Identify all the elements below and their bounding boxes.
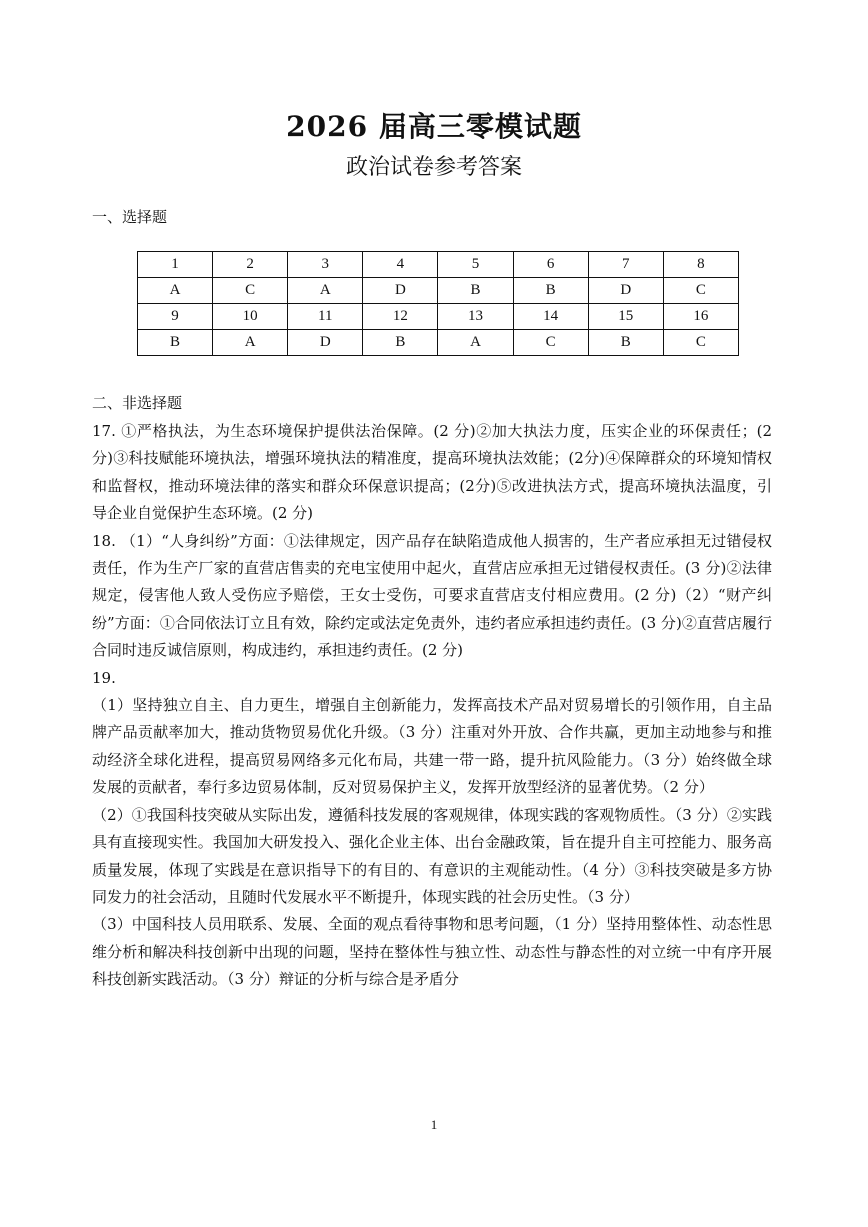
question-number-cell: 7 bbox=[588, 252, 663, 278]
question-number-cell: 16 bbox=[663, 304, 738, 330]
answer-cell: B bbox=[438, 278, 513, 304]
answer-cell: A bbox=[438, 330, 513, 356]
page-title: 2026 届高三零模试题 bbox=[286, 110, 582, 143]
answer-cell: A bbox=[213, 330, 288, 356]
question-number-cell: 14 bbox=[513, 304, 588, 330]
answer-cell: B bbox=[513, 278, 588, 304]
answer-18: 18. （1）“人身纠纷”方面：①法律规定，因产品存在缺陷造成他人损害的，生产者应承担无过错侵权责任，作为生产厂家的直营店售卖的充电宝使用中起火，直营店应承担无过错侵权责任。(3 分)②法律规定，侵害他人致人受伤应予赔偿，王女士受伤，可要求直营店支付相应费用。(2 分)（2）“财产纠纷”方面：①合同依法订立且有效，除约定或法定免责外，违约者应承担违约责任。(3 分)②直营店履行合同时违反诚信原则，构成违约，承担违约责任。(2 分) bbox=[92, 531, 772, 660]
question-number-cell: 13 bbox=[438, 304, 513, 330]
page-number: 1 bbox=[430, 1117, 438, 1132]
answer-cell: C bbox=[513, 330, 588, 356]
answer-cell: D bbox=[288, 330, 363, 356]
answer-19-number: 19. bbox=[92, 668, 116, 687]
question-number-row bbox=[138, 304, 739, 330]
answer-19-part-3: （3）中国科技人员用联系、发展、全面的观点看待事物和思考问题，（1 分）坚持用整体性、动态性思维分析和解决科技创新中出现的问题，坚持在整体性与独立性、动态性与静态性的对立统一中有序开展科技创新实践活动。（3 分）辩证的分析与综合是矛盾分 bbox=[92, 915, 772, 989]
section-heading-open: 二、非选择题 bbox=[92, 394, 183, 412]
answer-19-part-1: （1）坚持独立自主、自力更生，增强自主创新能力，发挥高技术产品对贸易增长的引领作用，自主品牌产品贡献率加大，推动货物贸易优化升级。（3 分）注重对外开放、合作共赢，更加主动地参与和推动经济全球化进程，提高贸易网络多元化布局，共建一带一路，提升抗风险能力。（3 分）始终做全球发展的贡献者，奉行多边贸易体制，反对贸易保护主义，发挥开放型经济的显著优势。（2 分） bbox=[92, 696, 772, 797]
question-number-cell: 12 bbox=[363, 304, 438, 330]
question-number-cell: 4 bbox=[363, 252, 438, 278]
question-number-cell: 1 bbox=[138, 252, 213, 278]
answer-row bbox=[138, 278, 739, 304]
question-number-cell: 11 bbox=[288, 304, 363, 330]
question-number-cell: 9 bbox=[138, 304, 213, 330]
answer-body bbox=[92, 418, 772, 994]
answer-cell: A bbox=[288, 278, 363, 304]
question-number-cell: 10 bbox=[213, 304, 288, 330]
question-number-cell: 2 bbox=[213, 252, 288, 278]
page-subtitle: 政治试卷参考答案 bbox=[345, 155, 522, 180]
question-number-cell: 15 bbox=[588, 304, 663, 330]
section-heading-choice: 一、选择题 bbox=[92, 208, 168, 226]
answer-cell: D bbox=[363, 278, 438, 304]
answer-cell: A bbox=[138, 278, 213, 304]
answer-table bbox=[137, 251, 739, 356]
answer-cell: B bbox=[588, 330, 663, 356]
answer-cell: B bbox=[138, 330, 213, 356]
question-number-cell: 8 bbox=[663, 252, 738, 278]
answer-cell: C bbox=[213, 278, 288, 304]
answer-row bbox=[138, 330, 739, 356]
question-number-row bbox=[138, 252, 739, 278]
answer-cell: C bbox=[663, 278, 738, 304]
answer-19-part-2: （2）①我国科技突破从实际出发，遵循科技发展的客观规律，体现实践的客观物质性。（3 分）②实践具有直接现实性。我国加大研发投入、强化企业主体、出台金融政策，旨在提升自主可控能力、服务高质量发展，体现了实践是在意识指导下的有目的、有意识的主观能动性。（4 分）③科技突破是多方协同发力的社会活动，且随时代发展水平不断提升，体现实践的社会历史性。（3 分） bbox=[92, 805, 772, 906]
question-number-cell: 3 bbox=[288, 252, 363, 278]
answer-cell: B bbox=[363, 330, 438, 356]
answer-cell: C bbox=[663, 330, 738, 356]
question-number-cell: 6 bbox=[513, 252, 588, 278]
answer-cell: D bbox=[588, 278, 663, 304]
question-number-cell: 5 bbox=[438, 252, 513, 278]
answer-17: 17. ①严格执法，为生态环境保护提供法治保障。(2 分)②加大执法力度，压实企业的环保责任；(2 分)③科技赋能环境执法，增强环境执法的精准度，提高环境执法效能；(2分)④保障群众的环境知情权和监督权，推动环境法律的落实和群众环保意识提高；(2分)⑤改进执法方式，提高环境执法温度，引导企业自觉保护生态环境。(2 分) bbox=[92, 422, 772, 523]
